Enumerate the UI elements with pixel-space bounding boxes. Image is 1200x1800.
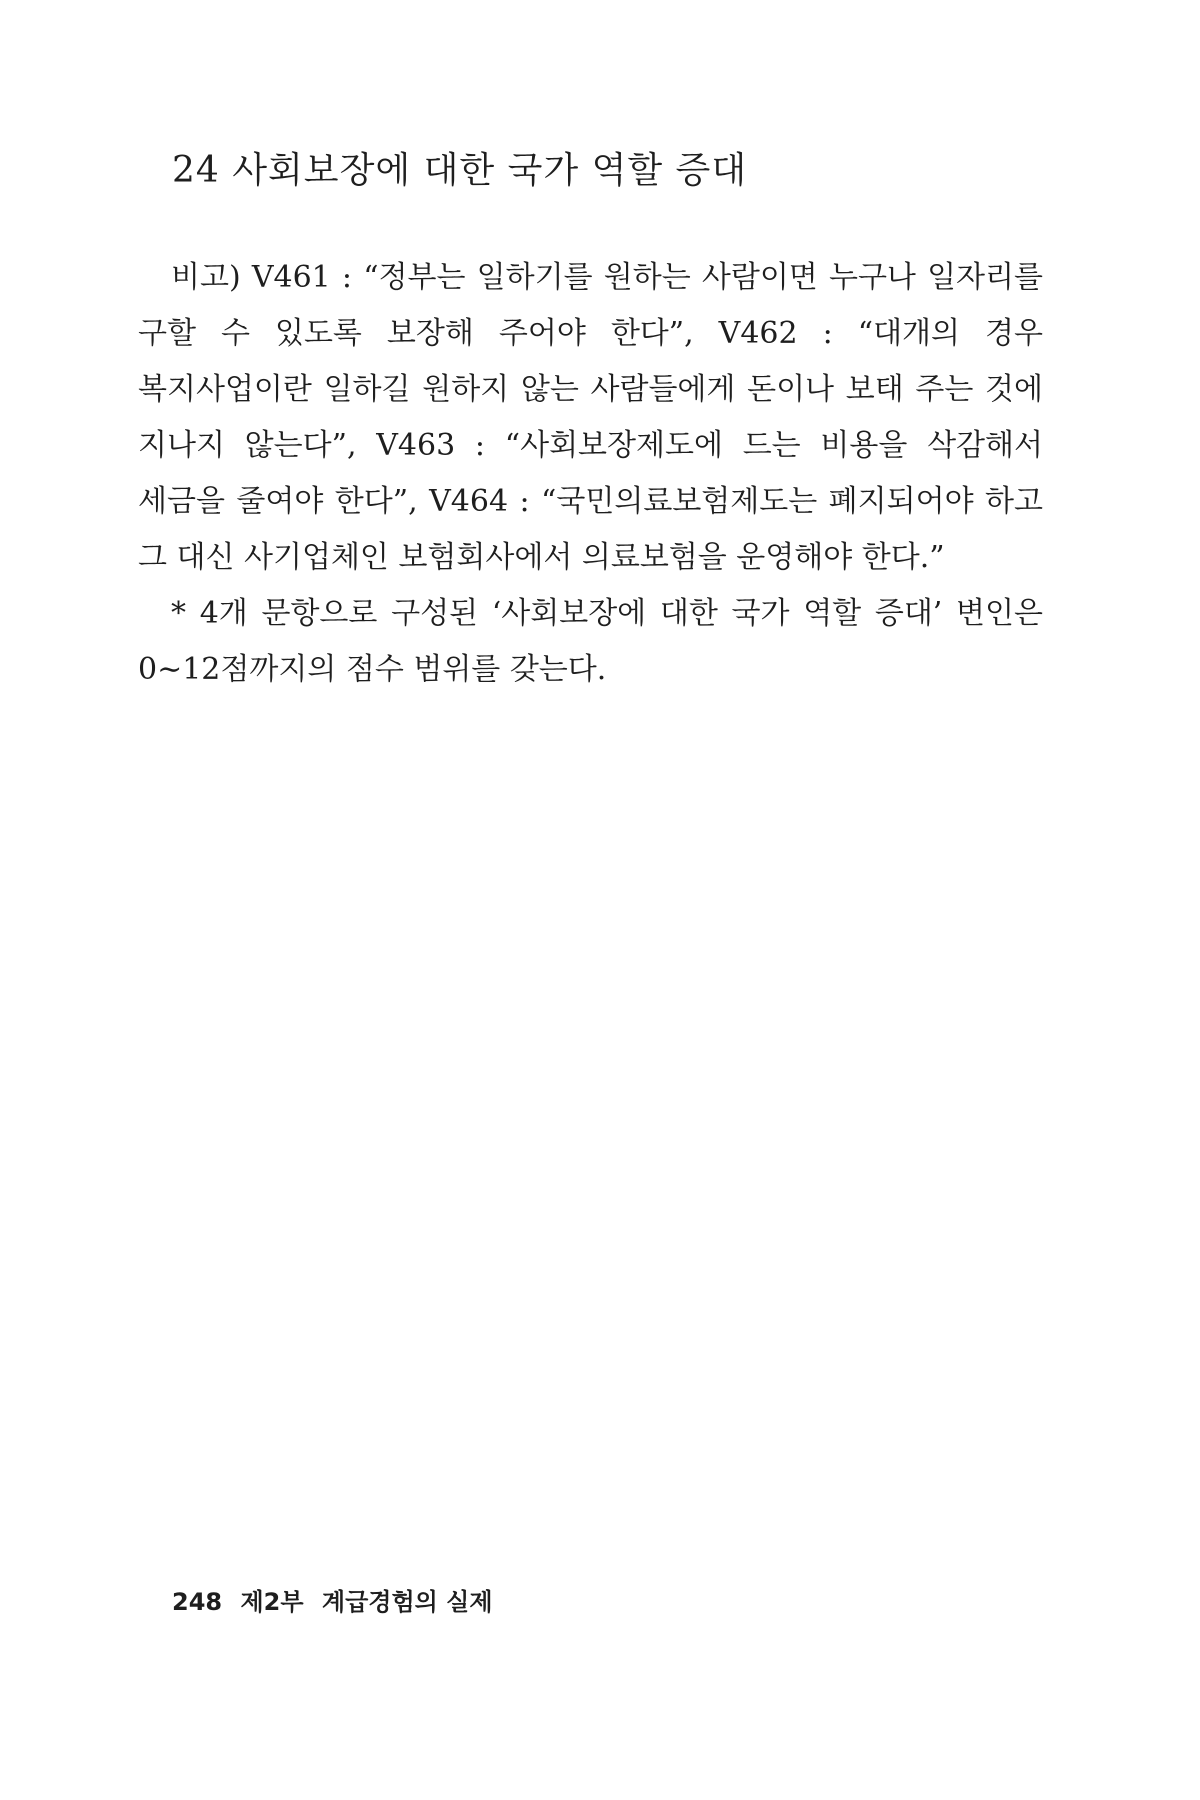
note-paragraph: 비고) V461 : “정부는 일하기를 원하는 사람이면 누구나 일자리를 구할 수 있도록 보장해 주어야 한다”, V462 : “대개의 경우 복지사업이란 일하길 원하지 않는 사람들에게 돈이나 보태 주는 것에 지나지 않는다”, V463 : “사회보장제도에 드는 비용을 삭감해서 세금을 줄여야 한다”, V464 : “국민의료보험제도는 폐지되어야 하고 그 대신 사기업체인 보험회사에서 의료보험을 운영해야 한다.” — [138, 260, 1043, 575]
section-title: 24 사회보장에 대한 국가 역할 증대 — [172, 150, 748, 191]
page-footer — [172, 1582, 503, 1617]
page-number: 248 — [172, 1588, 223, 1616]
part-title: 계급경험의 실제 — [321, 1588, 493, 1616]
part-label: 제2부 — [240, 1588, 304, 1616]
footnote-paragraph: * 4개 문항으로 구성된 ‘사회보장에 대한 국가 역할 증대’ 변인은 0∼12점까지의 점수 범위를 갖는다. — [138, 596, 1043, 687]
body-text — [138, 250, 1043, 698]
